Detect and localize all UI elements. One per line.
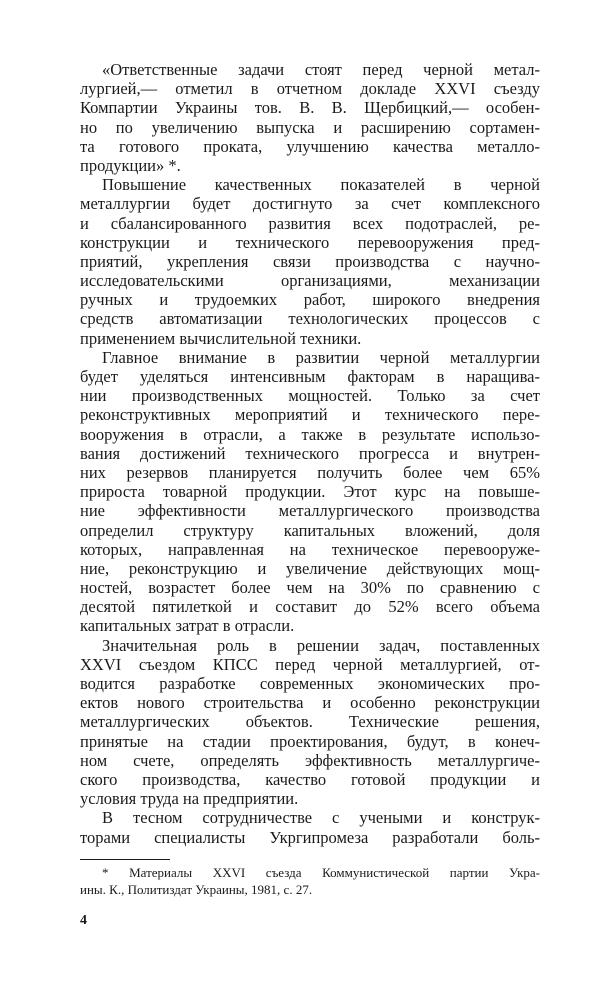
text-line: ручных и трудоемких работ, широкого внедрения [80, 290, 540, 310]
text-line: и сбалансированного развития всех подотраслей, ре- [80, 213, 540, 233]
page-number: 4 [80, 913, 87, 928]
text-line: та готового проката, улучшению качества металло- [80, 136, 540, 156]
footnote-divider [80, 859, 170, 860]
text-line: вания достижений технического прогресса и внутрен- [80, 443, 540, 463]
text-line: определил структуру капитальных вложений, доля [80, 520, 540, 540]
text-line: ние эффективности металлургического производства [80, 501, 540, 521]
text-line: ном счете, определять эффективность металлургиче- [80, 750, 540, 770]
text-line: прироста товарной продукции. Этот курс на повыше- [80, 482, 540, 502]
text-line: торами специалисты Укргипромеза разработали боль- [80, 827, 540, 847]
body-text [80, 60, 540, 847]
text-line: конструкции и технического перевооружения пред- [80, 232, 540, 252]
text-line: ние, реконструкцию и увеличение действующих мощ- [80, 558, 540, 578]
text-line: условия труда на предприятии. [80, 789, 299, 809]
text-line: Компартии Украины тов. В. В. Щербицкий,— особен- [80, 98, 540, 118]
text-line: металлургических объектов. Технические решения, [80, 712, 540, 732]
text-line: нии производственных мощностей. Только за счет [80, 386, 540, 406]
text-line: реконструктивных мероприятий и технического пере- [80, 405, 540, 425]
footnote-line: * Материалы XXVI съезда Коммунистической партии Укра- [102, 865, 540, 880]
footnote [80, 864, 540, 898]
text-line: которых, направленная на техническое перевооруже- [80, 539, 540, 559]
text-line: применением вычислительной техники. [80, 328, 362, 348]
text-line: продукции» *. [80, 155, 181, 175]
text-line: исследовательскими организациями, механизации [80, 271, 540, 291]
text-line: десятой пятилеткой и составит до 52% всего объема [80, 597, 540, 617]
text-line: ностей, возрастет более чем на 30% по сравнению с [80, 578, 540, 598]
text-line: XXVI съездом КПСС перед черной металлургией, от- [80, 654, 540, 674]
text-line: вооружения в отрасли, а также в результате использо- [80, 424, 540, 444]
text-line: них резервов планируется получить более чем 65% [80, 462, 540, 482]
text-line: будет уделяться интенсивным факторам в наращива- [80, 367, 540, 386]
text-line: «Ответственные задачи стоят перед черной метал- [102, 60, 540, 79]
text-line: Главное внимание в развитии черной металлургии [102, 347, 540, 367]
text-line: ского производства, качество готовой продукции и [80, 769, 540, 789]
text-line: приятий, укрепления связи производства с научно- [80, 251, 540, 271]
text-line: капитальных затрат в отрасли. [80, 616, 295, 636]
text-line: принятые на стадии проектирования, будут, в конеч- [80, 731, 540, 751]
footnote-line: ины. К., Политиздат Украины, 1981, с. 27. [80, 882, 313, 897]
text-line: но по увеличению выпуска и расширению сортамен- [80, 117, 540, 137]
text-line: средств автоматизации технологических процессов с [80, 309, 540, 329]
text-line: В тесном сотрудничестве с учеными и конструк- [102, 808, 540, 828]
text-line: лургией,— отметил в отчетном докладе XXVI съезду [80, 79, 540, 99]
text-line: ектов нового строительства и особенно реконструкции [80, 693, 540, 713]
text-line: водится разработке современных экономических про- [80, 674, 540, 693]
text-line: Повышение качественных показателей в черной [102, 175, 540, 195]
text-line: Значительная роль в решении задач, поставленных [102, 635, 540, 655]
text-line: металлургии будет достигнуто за счет комплексного [80, 194, 540, 214]
